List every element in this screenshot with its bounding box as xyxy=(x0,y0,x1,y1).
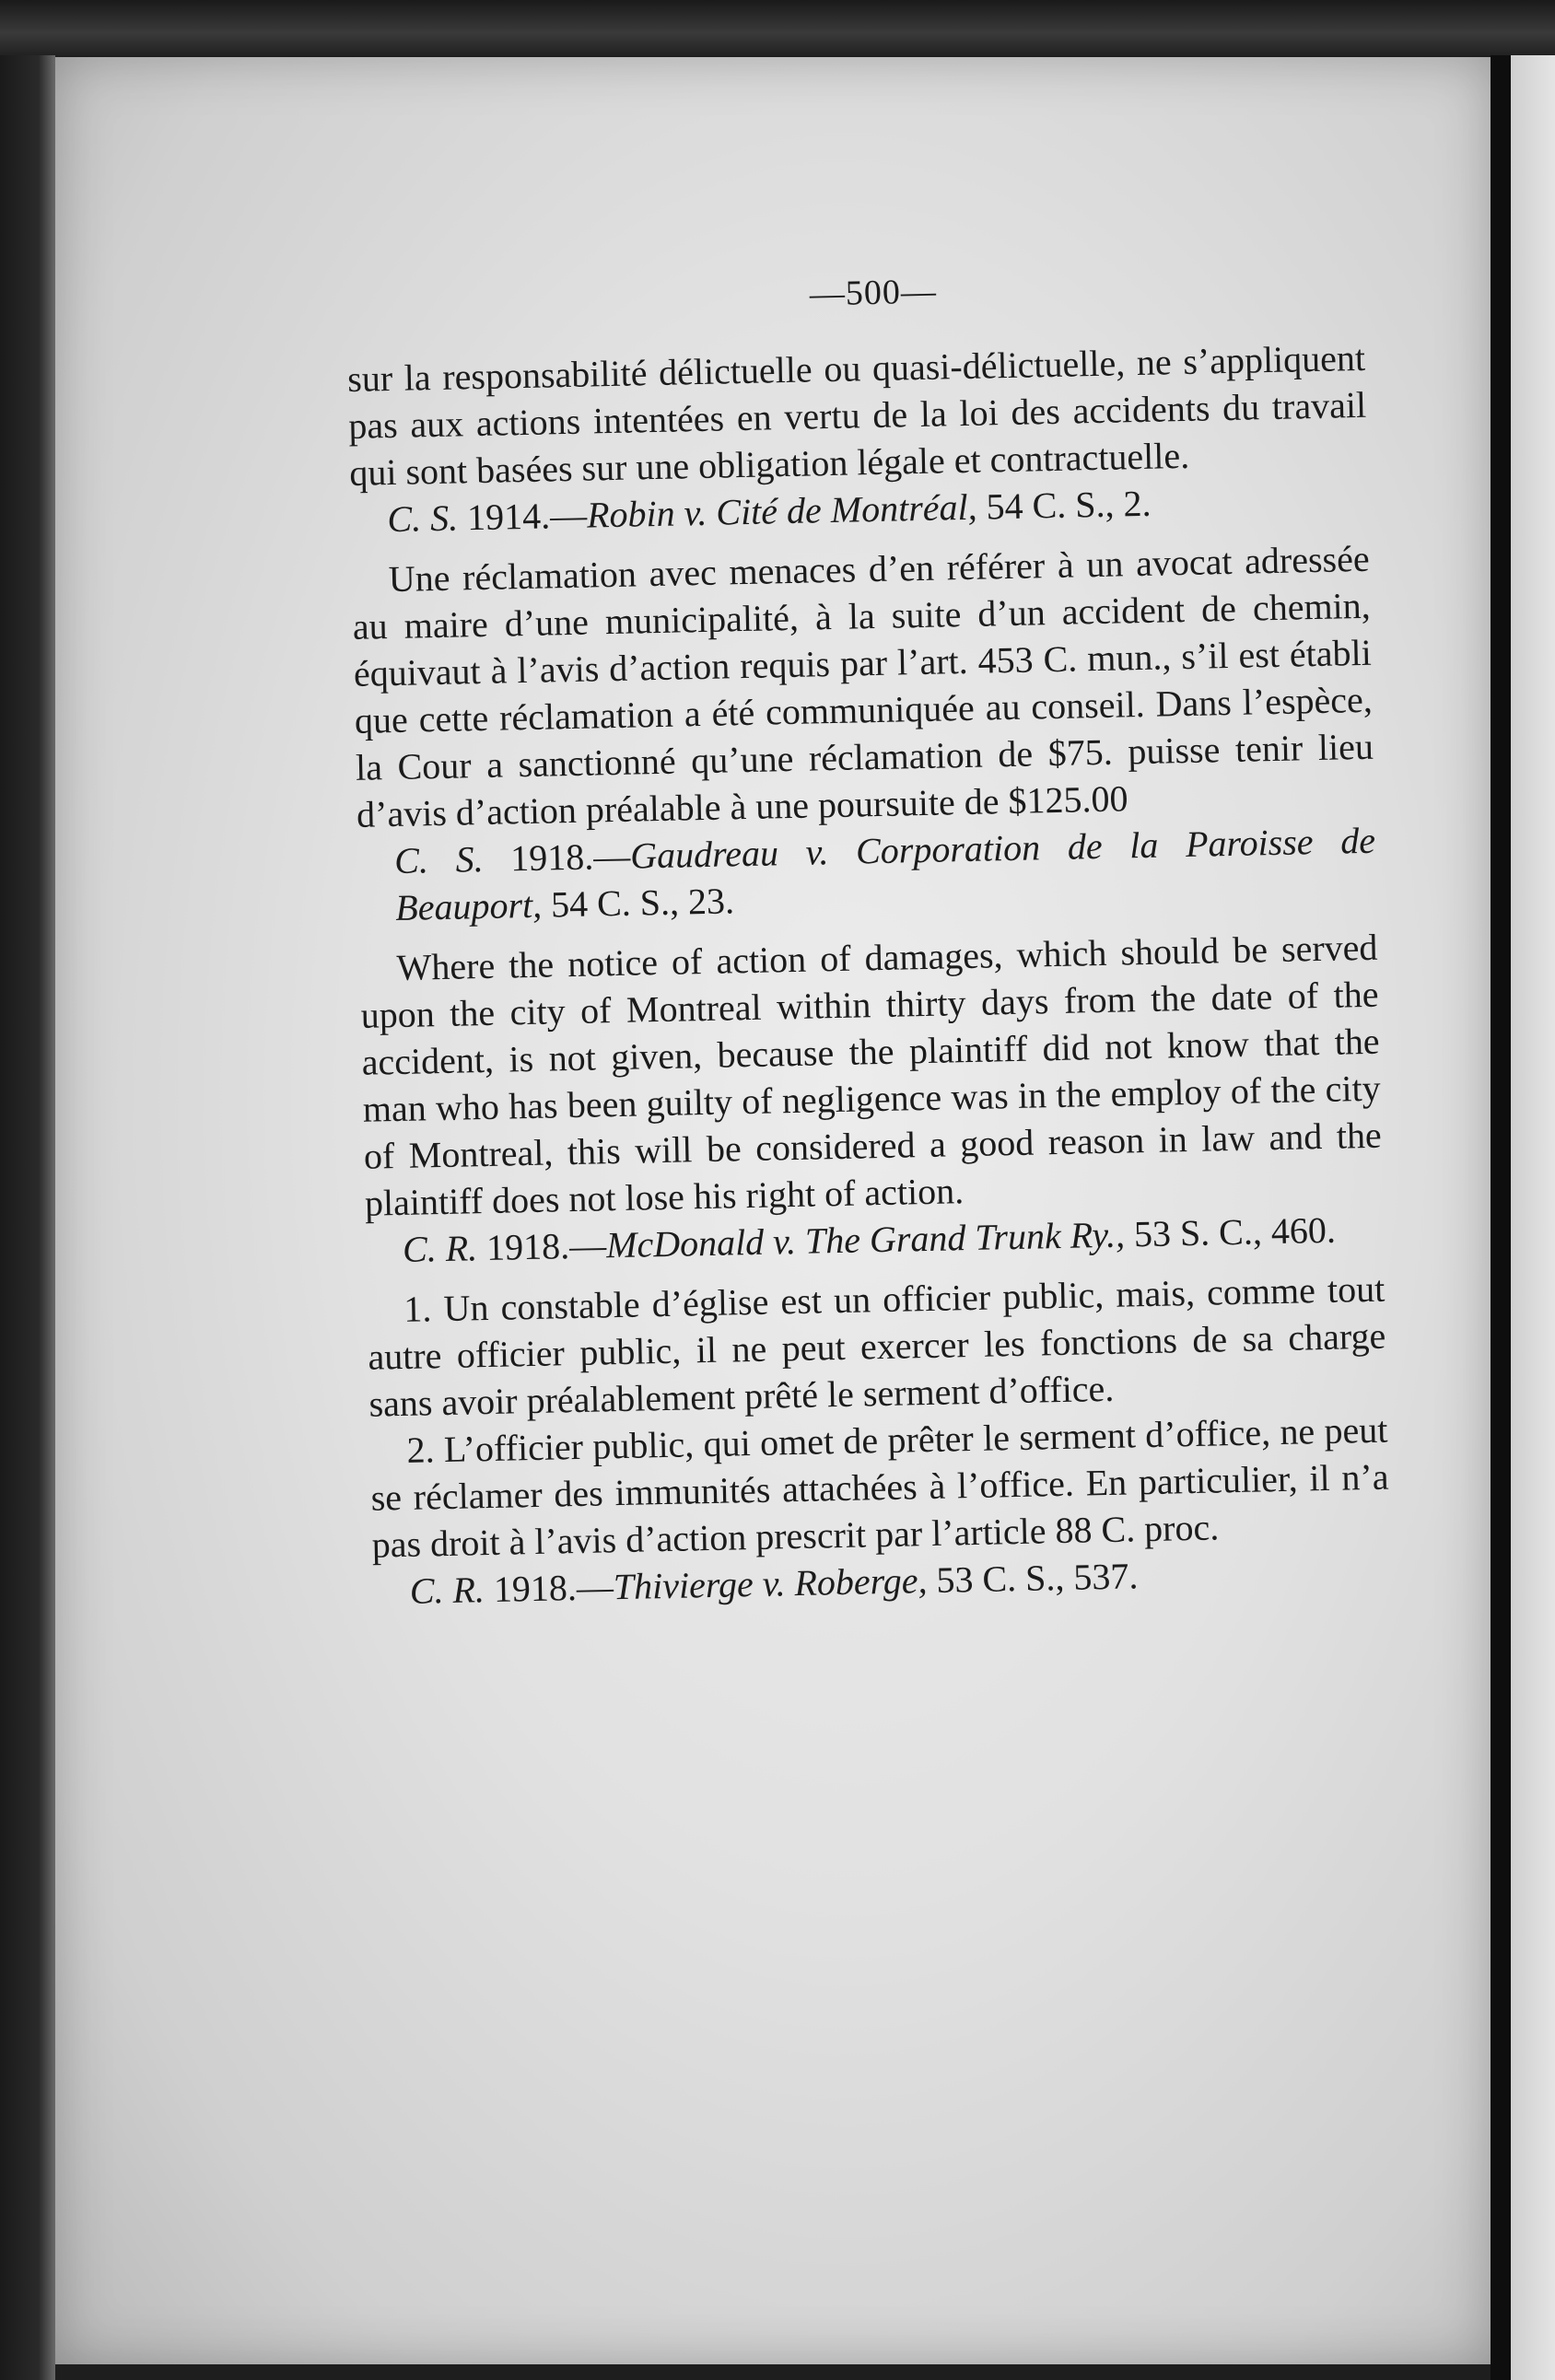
citation-case: McDonald v. The Grand Trunk Ry., xyxy=(605,1213,1126,1266)
paragraph-5: 2. L’officier public, qui omet de prêter le serment d’office, ne peut se réclamer des immunités attachées à l’office. En particulier, il n’a pas droit à l’avis d’action prescrit par l’article 88 C. proc. xyxy=(370,1408,1389,1566)
citation-year: 1918.— xyxy=(484,1566,614,1611)
page-text-block xyxy=(345,260,1391,1616)
citation-year: 1918.— xyxy=(483,834,631,881)
citation-ref: 53 S. C., 460. xyxy=(1124,1208,1337,1255)
paragraph-4: 1. Un constable d’église est un officier public, mais, comme tout autre officier public, il ne peut exercer les fonctions de sa charge sans avoir préalablement prêté le serment d’office. xyxy=(368,1267,1386,1425)
citation-court: C. R. xyxy=(409,1569,485,1612)
book-left-edge xyxy=(0,55,55,2380)
citation-court: C. S. xyxy=(393,838,485,882)
book-gutter xyxy=(1491,55,1511,2380)
citation-court: C. R. xyxy=(402,1227,478,1270)
citation-case: Gaudreau v. Corporation de la Paroisse de Beauport, xyxy=(394,819,1376,929)
citation-ref: 54 C. S., 2. xyxy=(976,482,1152,528)
paragraph-2: Une réclamation avec menaces d’en référer à un avocat adressée au maire d’une municipalité, à la suite d’un accident de chemin, équivaut à l’avis d’action requis par l’art. 453 C. mun., s’il est établi que cette réclamation a été communiquée au conseil. Dans l’espèce, la Cour a sanctionné qu’une réclamation de $75. puisse tenir lieu d’avis d’action préalable à une poursuite de $125.00 xyxy=(352,537,1374,835)
scan-top-edge xyxy=(0,0,1555,55)
next-page-edge xyxy=(1511,55,1555,2380)
citation-year: 1914.— xyxy=(457,494,588,539)
citation-ref: 54 C. S., 23. xyxy=(541,880,735,926)
citation-2 xyxy=(357,817,1377,932)
paragraph-3: Where the notice of action of damages, which should be served upon the city of Montreal within thirty days from the date of the accident, is not given, because the plaintiff did not know that the man who has been guilty of negligence was in the employ of the city of Montreal, this will be considered a good reason in law and the plaintiff does not lose his right of action. xyxy=(360,926,1383,1224)
page-number: —500— xyxy=(809,272,938,314)
citation-case: Thivierge v. Roberge, xyxy=(613,1559,928,1608)
citation-court: C. S. xyxy=(386,496,459,541)
paragraph-1: sur la responsabilité délictuelle ou quasi-délictuelle, ne s’appliquent pas aux actions intentées en vertu de la loi des accidents du travail qui sont basées sur une obligation légale et contractuelle. xyxy=(346,336,1367,494)
citation-year: 1918.— xyxy=(476,1224,607,1269)
citation-case: Robin v. Cité de Montréal, xyxy=(586,485,978,536)
citation-ref: 53 C. S., 537. xyxy=(926,1555,1139,1602)
